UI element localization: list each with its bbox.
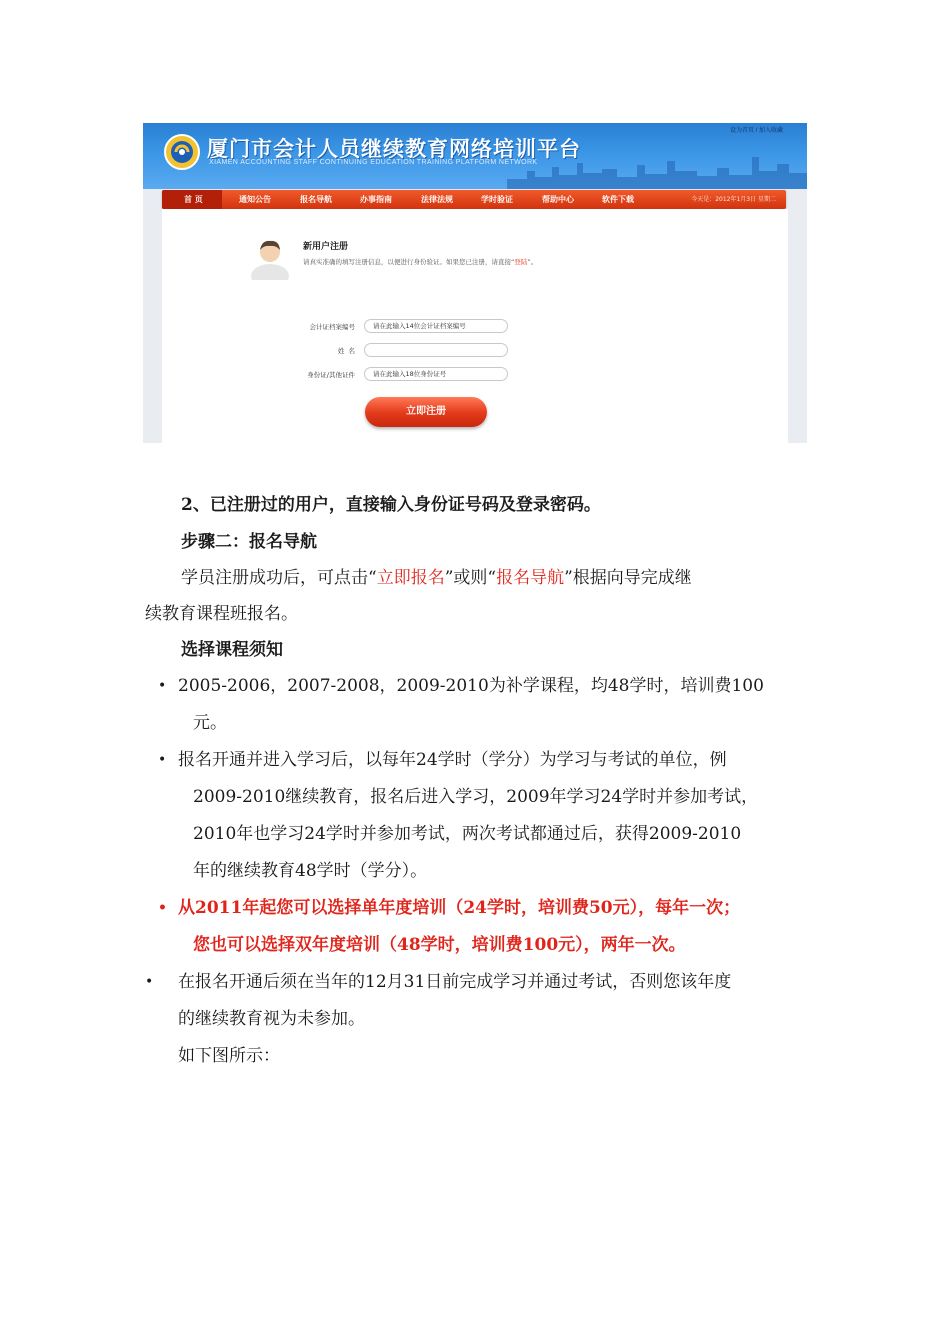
notice-heading: 选择课程须知 [181, 640, 283, 660]
registration-screenshot [143, 123, 807, 443]
bullet-2-line-1: 报名开通并进入学习后，以每年24学时（学分）为学习与考试的单位，例 [178, 750, 727, 770]
nav-item-help[interactable]: 帮助中心 [542, 195, 574, 204]
bullet-3-line-1: 从2011年起您可以选择单年度培训（24学时，培训费50元），每年一次； [178, 898, 741, 918]
bullet-2-line-4: 年的继续教育48学时（学分）。 [193, 861, 428, 881]
site-banner [143, 123, 807, 189]
bullet-2-line-2: 2009-2010继续教育，报名后进入学习，2009年学习24学时并参加考试， [193, 787, 759, 807]
user-avatar-icon [250, 236, 290, 280]
p1-text-a: 学员注册成功后，可点击“ [181, 568, 377, 588]
site-title: 厦门市会计人员继续教育网络培训平台 [207, 137, 581, 161]
paragraph-1-line-2: 续教育课程班报名。 [145, 604, 298, 624]
login-link[interactable]: 登陆 [514, 258, 528, 266]
archive-number-label: 会计证档案编号 [309, 323, 355, 331]
bullet-1-line-2: 元。 [193, 713, 227, 733]
current-date: 今天是：2012年1月3日 星期二 [691, 196, 776, 203]
enroll-guide-link: 报名导航 [496, 568, 565, 588]
enroll-now-link: 立即报名 [376, 568, 445, 588]
bullet-2-line-3: 2010年也学习24学时并参加考试，两次考试都通过后，获得2009-2010 [193, 824, 742, 844]
site-subtitle: XIAMEN ACCOUNTING STAFF CONTINUING EDUCATION TRAINING PLATFORM NETWORK [209, 159, 538, 166]
bullet-1-line-1: 2005-2006，2007-2008，2009-2010为补学课程，均48学时，培训费100 [178, 676, 764, 696]
top-links[interactable]: 设为首页 / 加入收藏 [729, 128, 783, 134]
bullet-4-line-1: 在报名开通后须在当年的12月31日前完成学习并通过考试，否则您该年度 [178, 972, 732, 992]
id-number-input[interactable]: 请在此输入18位身份证号 [364, 367, 508, 381]
registered-user-note: 2、已注册过的用户，直接输入身份证号码及登录密码。 [181, 495, 601, 515]
register-panel [162, 209, 788, 443]
site-logo-icon [163, 133, 201, 171]
bullet-3-line-2: 您也可以选择双年度培训（48学时，培训费100元），两年一次。 [193, 935, 686, 955]
nav-item-hours-verify[interactable]: 学时验证 [481, 195, 513, 204]
p1-text-c: ”根据向导完成继 [564, 568, 692, 588]
register-submit-button[interactable]: 立即注册 [365, 397, 487, 427]
closing-line: 如下图所示： [178, 1046, 280, 1066]
name-input[interactable] [364, 343, 508, 357]
bullet-3-marker: • [158, 900, 167, 916]
nav-item-registration-guide[interactable]: 报名导航 [300, 195, 332, 204]
bullet-4-line-2: 的继续教育视为未参加。 [178, 1009, 365, 1029]
step2-heading: 步骤二：报名导航 [181, 532, 317, 552]
nav-item-service-guide[interactable]: 办事指南 [360, 195, 392, 204]
register-title: 新用户注册 [303, 242, 349, 252]
bullet-4-marker: • [145, 974, 154, 990]
id-number-label: 身份证/其他证件 [307, 371, 355, 379]
nav-item-notices[interactable]: 通知公告 [239, 195, 271, 204]
paragraph-1-line-1 [181, 568, 692, 588]
main-navbar [162, 190, 786, 209]
register-desc-text: 请真实准确的填写注册信息，以便进行身份验证。如果您已注册，请直接“ [303, 258, 515, 266]
nav-item-download[interactable]: 软件下载 [602, 195, 634, 204]
bullet-1-marker: • [158, 678, 167, 694]
archive-number-input[interactable]: 请在此输入14位会计证档案编号 [364, 319, 508, 333]
register-desc-tail: ”。 [527, 258, 538, 266]
name-label: 姓 名 [337, 347, 355, 355]
p1-text-b: ”或则“ [444, 568, 497, 588]
bullet-2-marker: • [158, 752, 167, 768]
register-description [303, 257, 537, 266]
nav-item-home[interactable]: 首 页 [184, 195, 203, 204]
nav-item-laws[interactable]: 法律法规 [421, 195, 453, 204]
